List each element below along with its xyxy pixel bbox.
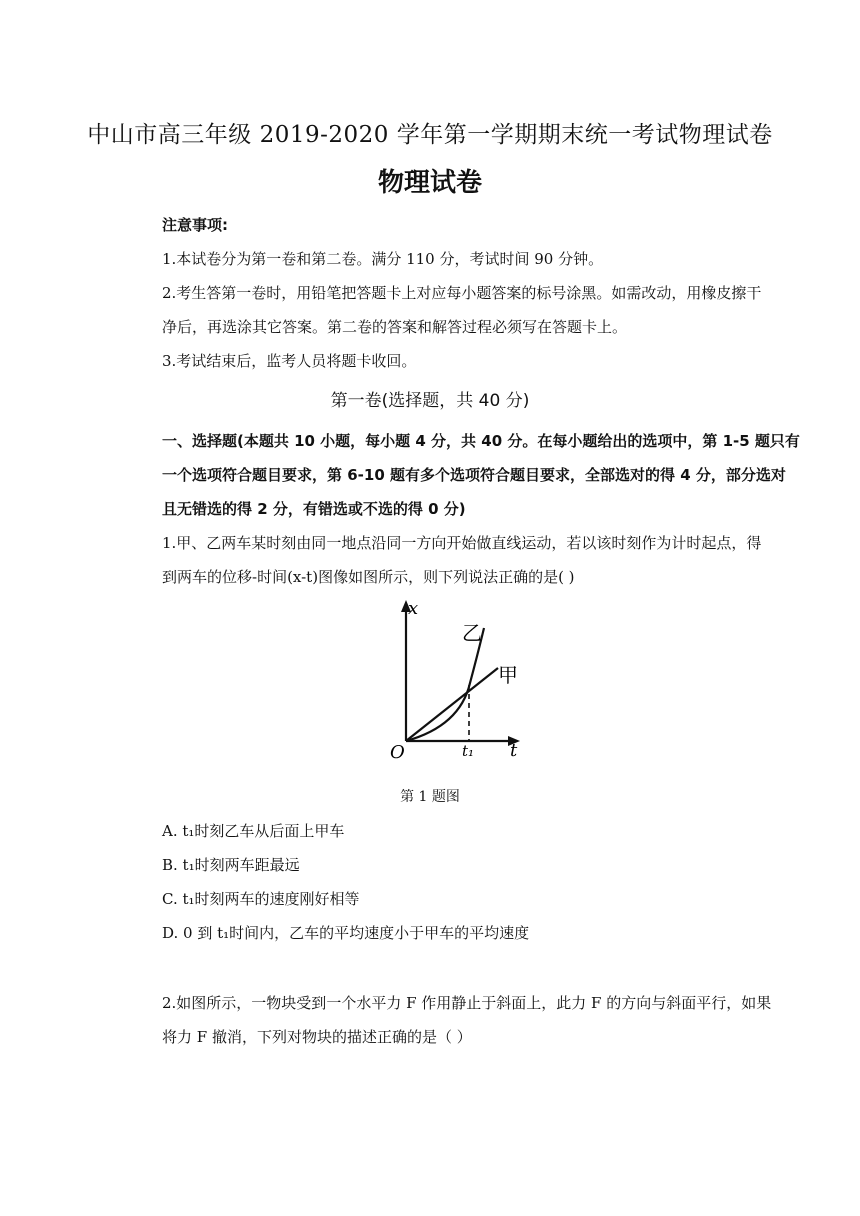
section-instructions-1: 一、选择题(本题共 10 小题，每小题 4 分，共 40 分。在每小题给出的选项中，第 1-5 题只有: [162, 432, 800, 450]
curve-yi-label: 乙: [462, 621, 482, 645]
q1-stem-1: 1.甲、乙两车某时刻由同一地点沿同一方向开始做直线运动，若以该时刻作为计时起点，得: [162, 534, 762, 552]
q1-option-a: A. t₁时刻乙车从后面上甲车: [162, 822, 345, 840]
notice-heading: 注意事项:: [162, 216, 228, 234]
origin-label: O: [390, 742, 405, 763]
q1-xt-graph: [380, 598, 530, 768]
q2-stem-2: 将力 F 撤消，下列对物块的描述正确的是（ ）: [162, 1028, 472, 1046]
x-axis-label: t: [510, 740, 518, 761]
notice-item-2-cont: 净后，再选涂其它答案。第二卷的答案和解答过程必须写在答题卡上。: [162, 318, 628, 336]
t1-label: t₁: [462, 742, 475, 760]
line-jia: [406, 668, 498, 741]
notice-item-3: 3.考试结束后，监考人员将题卡收回。: [162, 352, 417, 370]
line-jia-label: 甲: [498, 663, 518, 687]
exam-title: 中山市高三年级 2019-2020 学年第一学期期末统一考试物理试卷: [87, 122, 773, 148]
q1-option-d: D. 0 到 t₁时间内，乙车的平均速度小于甲车的平均速度: [162, 924, 530, 942]
exam-subtitle: 物理试卷: [377, 168, 482, 198]
q1-option-b: B. t₁时刻两车距最远: [162, 856, 300, 874]
y-axis-label: x: [408, 598, 419, 619]
q1-stem-2: 到两车的位移-时间(x-t)图像如图所示，则下列说法正确的是( ): [162, 568, 575, 586]
section-instructions-2: 一个选项符合题目要求，第 6-10 题有多个选项符合题目要求，全部选对的得 4 分，部分选对: [162, 466, 786, 484]
q1-figure-caption: 第 1 题图: [400, 789, 460, 805]
notice-item-1: 1.本试卷分为第一卷和第二卷。满分 110 分，考试时间 90 分钟。: [162, 250, 604, 268]
section-instructions-3: 且无错选的得 2 分，有错选或不选的得 0 分): [162, 500, 466, 518]
q2-stem-1: 2.如图所示，一物块受到一个水平力 F 作用静止于斜面上，此力 F 的方向与斜面平行，如果: [162, 994, 772, 1012]
q1-option-c: C. t₁时刻两车的速度刚好相等: [162, 890, 360, 908]
section-title: 第一卷(选择题，共 40 分): [330, 391, 530, 411]
notice-item-2: 2.考生答第一卷时，用铅笔把答题卡上对应每小题答案的标号涂黑。如需改动，用橡皮擦干: [162, 284, 762, 302]
